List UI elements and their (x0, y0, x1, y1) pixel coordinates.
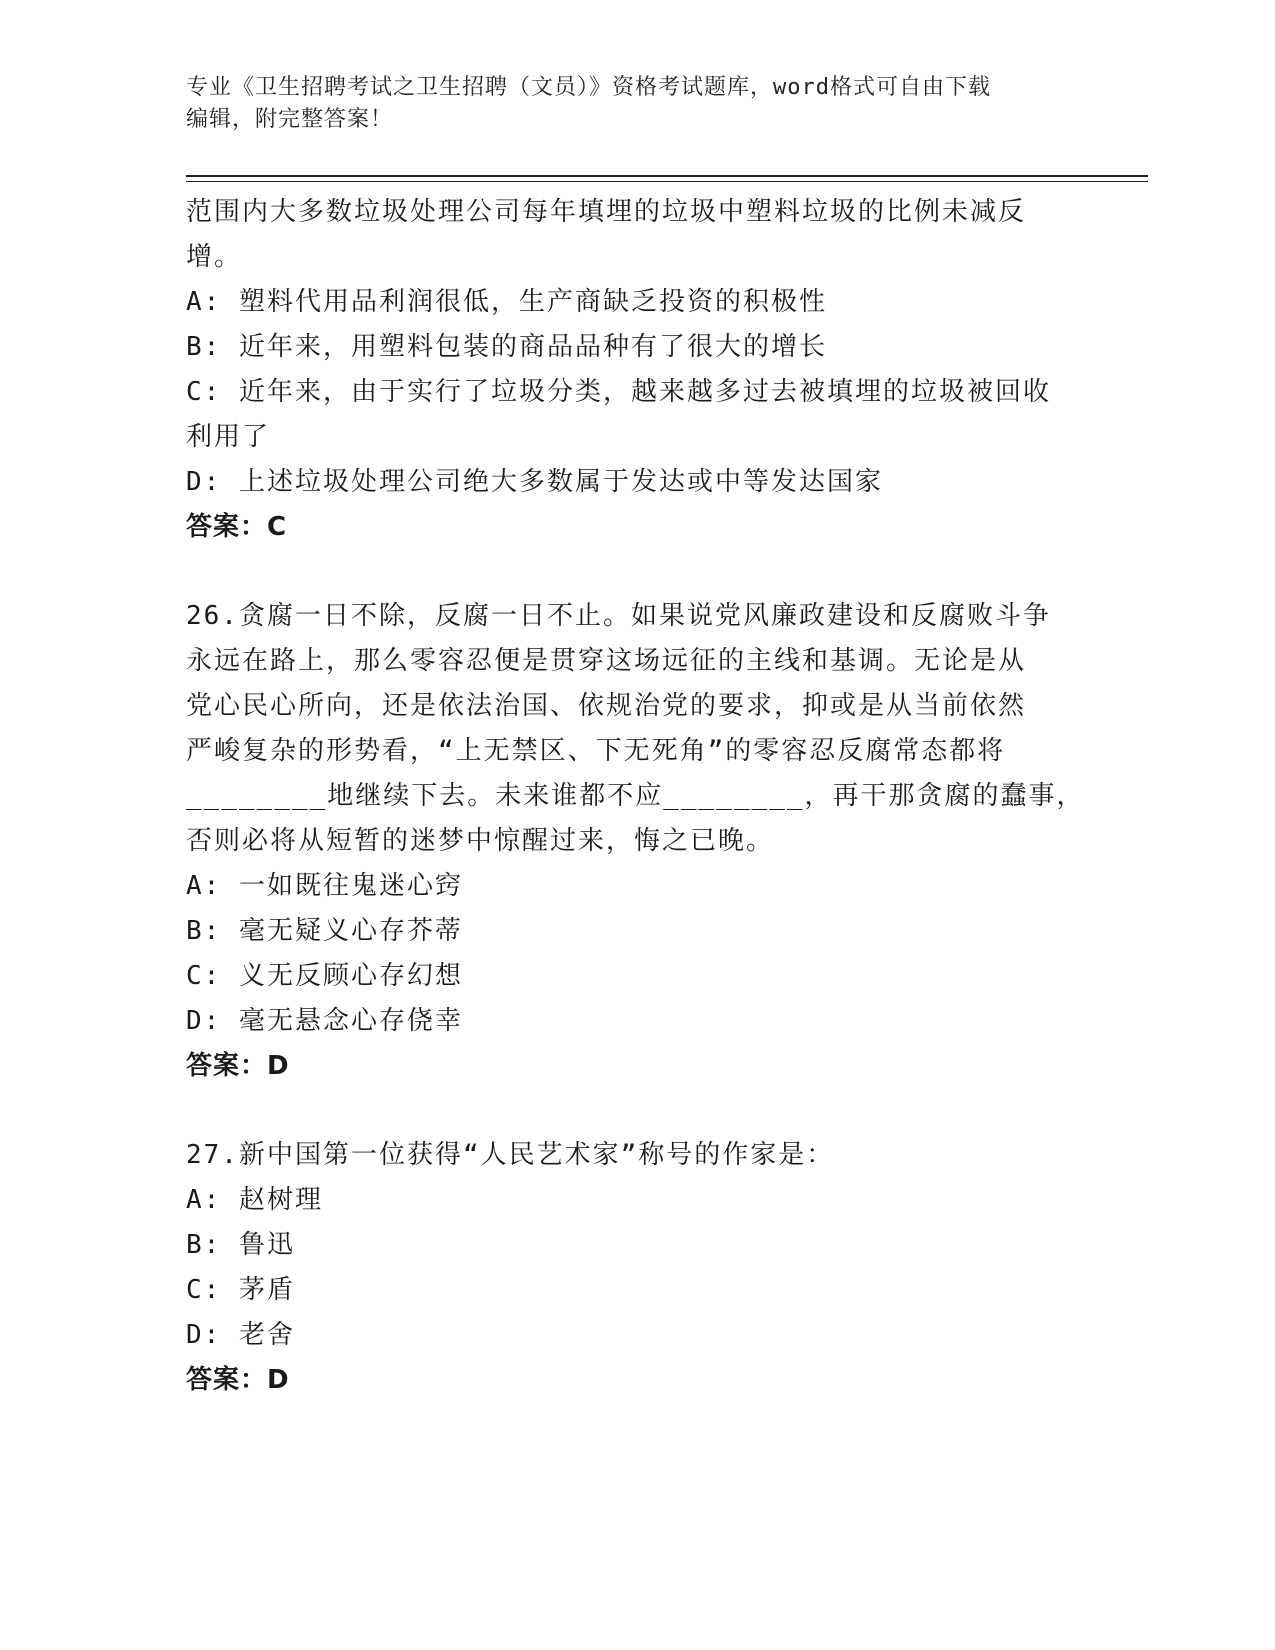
answer-label: 答案：C (186, 512, 288, 542)
question-stem-line: 永远在路上，那么零容忍便是贯穿这场远征的主线和基调。无论是从 (186, 646, 1027, 676)
option-d: D: 老舍 (186, 1320, 295, 1350)
header-line-1: 专业《卫生招聘考试之卫生招聘（文员）》资格考试题库，word格式可自由下载 (186, 75, 991, 100)
question-stem-line: 增。 (186, 242, 243, 272)
question-25 (186, 190, 1086, 550)
option-a: A: 一如既往鬼迷心窍 (186, 871, 463, 901)
option-b: B: 近年来，用塑料包装的商品品种有了很大的增长 (186, 332, 827, 362)
option-d: D: 上述垃圾处理公司绝大多数属于发达或中等发达国家 (186, 467, 883, 497)
question-stem-line: 26.贪腐一日不除，反腐一日不止。如果说党风廉政建设和反腐败斗争 (186, 601, 1051, 631)
question-27 (186, 1133, 1086, 1403)
answer-label: 答案：D (186, 1365, 290, 1395)
option-b: B: 鲁迅 (186, 1230, 295, 1260)
option-c: C: 义无反顾心存幻想 (186, 961, 463, 991)
option-d: D: 毫无悬念心存侥幸 (186, 1006, 463, 1036)
option-a: A: 塑料代用品利润很低，生产商缺乏投资的积极性 (186, 287, 827, 317)
question-list (186, 190, 1086, 1403)
question-stem-line: 否则必将从短暂的迷梦中惊醒过来，悔之已晚。 (186, 826, 775, 856)
option-a: A: 赵树理 (186, 1185, 323, 1215)
answer-label: 答案：D (186, 1051, 290, 1081)
question-stem-line: 范围内大多数垃圾处理公司每年填埋的垃圾中塑料垃圾的比例未减反 (186, 197, 1027, 227)
question-spacer (186, 550, 1086, 594)
question-stem-line: 党心民心所向，还是依法治国、依规治党的要求，抑或是从当前依然 (186, 691, 1027, 721)
question-26 (186, 594, 1086, 1089)
question-stem-line: 27.新中国第一位获得“人民艺术家”称号的作家是： (186, 1140, 835, 1170)
header-line-2: 编辑，附完整答案！ (186, 107, 394, 132)
question-stem-line: 严峻复杂的形势看，“上无禁区、下无死角”的零容忍反腐常态都将 (186, 736, 1006, 766)
header-divider-thick (186, 175, 1148, 177)
document-header (186, 72, 1066, 136)
question-stem-line: ________地继续下去。未来谁都不应________，再干那贪腐的蠢事， (186, 781, 1085, 811)
option-b: B: 毫无疑义心存芥蒂 (186, 916, 463, 946)
option-c-continued: 利用了 (186, 422, 271, 452)
option-c: C: 近年来，由于实行了垃圾分类，越来越多过去被填埋的垃圾被回收 (186, 377, 1051, 407)
question-spacer (186, 1089, 1086, 1133)
option-c: C: 茅盾 (186, 1275, 295, 1305)
header-divider-thin (186, 181, 1148, 182)
